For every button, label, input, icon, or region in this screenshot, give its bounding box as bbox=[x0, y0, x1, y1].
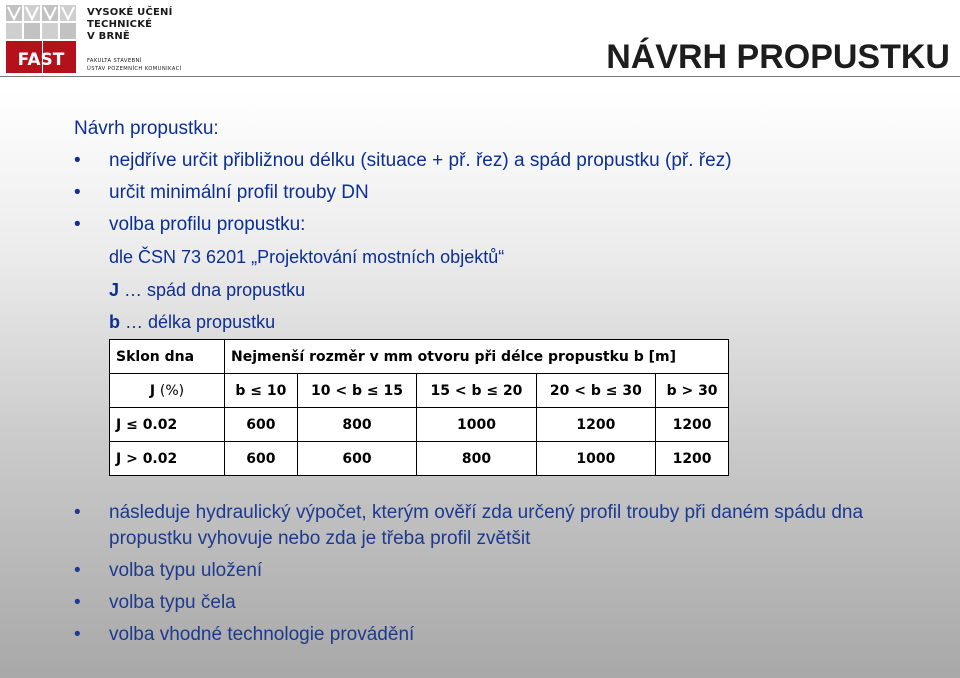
list-item-text: nejdříve určit přibližnou délku (situace + př. řez) a spád propustku (př. řez) bbox=[109, 150, 732, 171]
j-unit: (%) bbox=[159, 382, 185, 399]
table-cell: 1200 bbox=[656, 442, 729, 476]
header-slope: Sklon dna bbox=[110, 340, 225, 374]
min-dimension-table bbox=[109, 339, 729, 476]
legend-b-text: … délka propustku bbox=[125, 312, 276, 332]
slide-title: NÁVRH PROPUSTKU bbox=[606, 38, 950, 76]
table-cell: 1200 bbox=[536, 408, 655, 442]
logo-line: V BRNĚ bbox=[87, 31, 130, 42]
column-header: 15 < b ≤ 20 bbox=[417, 374, 536, 408]
intro-heading: Návrh propustku: bbox=[74, 118, 219, 139]
bullet-icon: • bbox=[74, 624, 81, 645]
bullet-list-top bbox=[74, 148, 732, 244]
logo-faculty bbox=[87, 57, 182, 73]
table-cell: 600 bbox=[225, 408, 298, 442]
table-column-row bbox=[110, 374, 729, 408]
bullet-list-bottom bbox=[74, 500, 904, 654]
list-item-text: volba profilu propustku: bbox=[109, 214, 306, 235]
list-item-text: volba typu čela bbox=[109, 592, 236, 613]
list-item bbox=[74, 180, 732, 212]
list-item-text: určit minimální profil trouby DN bbox=[109, 182, 369, 203]
list-item bbox=[74, 148, 732, 180]
column-j bbox=[110, 374, 225, 408]
university-logo bbox=[6, 5, 206, 75]
table-cell: 1200 bbox=[656, 408, 729, 442]
bullet-icon: • bbox=[74, 182, 81, 203]
table-row bbox=[110, 408, 729, 442]
list-item bbox=[74, 590, 904, 616]
bullet-icon: • bbox=[74, 150, 81, 171]
logo-sub-line: FAKULTA STAVEBNÍ bbox=[87, 58, 142, 64]
logo-line: TECHNICKÉ bbox=[87, 19, 153, 30]
logo-university-name bbox=[87, 7, 173, 43]
list-item bbox=[74, 212, 732, 244]
table-cell: 800 bbox=[297, 408, 416, 442]
list-item bbox=[74, 558, 904, 584]
legend-b-symbol: b bbox=[109, 312, 120, 332]
column-header: b > 30 bbox=[656, 374, 729, 408]
standard-reference: dle ČSN 73 6201 „Projektování mostních objektů“ bbox=[109, 247, 505, 267]
logo-mark-text: FAST bbox=[17, 50, 65, 70]
logo-line: VYSOKÉ UČENÍ bbox=[87, 7, 173, 18]
table-cell: 600 bbox=[297, 442, 416, 476]
list-item-text: volba typu uložení bbox=[109, 560, 263, 581]
row-slope: J > 0.02 bbox=[110, 442, 225, 476]
table-cell: 1000 bbox=[536, 442, 655, 476]
table-cell: 800 bbox=[417, 442, 536, 476]
j-symbol: J bbox=[149, 382, 156, 399]
list-item bbox=[74, 500, 904, 552]
table-header-row bbox=[110, 340, 729, 374]
column-header: b ≤ 10 bbox=[225, 374, 298, 408]
row-slope: J ≤ 0.02 bbox=[110, 408, 225, 442]
legend-j-symbol: J bbox=[109, 280, 120, 300]
table-row bbox=[110, 442, 729, 476]
list-item bbox=[74, 622, 904, 648]
legend-j-text: … spád dna propustku bbox=[124, 280, 306, 300]
logo-sub-line: ÚSTAV POZEMNÍCH KOMUNIKACÍ bbox=[87, 66, 182, 72]
table-cell: 600 bbox=[225, 442, 298, 476]
fast-logo-icon bbox=[6, 5, 82, 73]
table-cell: 1000 bbox=[417, 408, 536, 442]
bullet-icon: • bbox=[74, 592, 81, 613]
bullet-icon: • bbox=[74, 214, 81, 235]
list-item-text: volba vhodné technologie provádění bbox=[109, 624, 415, 645]
header-dimension: Nejmenší rozměr v mm otvoru při délce propustku b [m] bbox=[225, 340, 729, 374]
column-header: 20 < b ≤ 30 bbox=[536, 374, 655, 408]
bullet-icon: • bbox=[74, 560, 81, 581]
list-item-text: následuje hydraulický výpočet, kterým ověří zda určený profil trouby při daném spádu dna propustku vyhovuje nebo zda je třeba profil zvětšit bbox=[109, 502, 864, 549]
column-header: 10 < b ≤ 15 bbox=[297, 374, 416, 408]
bullet-icon: • bbox=[74, 502, 81, 523]
legend-b bbox=[109, 312, 275, 333]
legend-j bbox=[109, 280, 305, 301]
